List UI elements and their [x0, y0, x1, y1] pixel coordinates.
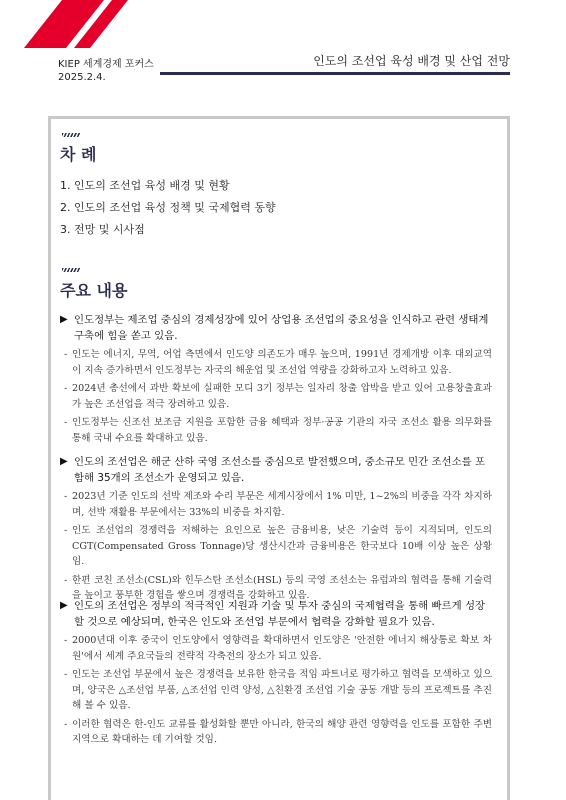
header-divider — [160, 72, 510, 75]
toc-item: 2. 인도의 조선업 육성 정책 및 국제협력 동향 — [60, 201, 276, 214]
publisher-label: KIEP 세계경제 포커스 — [58, 59, 154, 70]
report-header-info — [58, 58, 154, 84]
toc-section-mark — [62, 133, 80, 137]
toc-item: 3. 전망 및 시사점 — [60, 223, 145, 236]
summary-lead: ▶ 인도의 조선업은 해군 산하 국영 조선소를 중심으로 발전했으며, 중소규모 민간 조선소를 포함해 35개의 조선소가 운영되고 있음. — [60, 456, 486, 484]
summary-sub-item: - 이러한 협력은 한-인도 교류를 활성화할 뿐만 아니라, 한국의 해양 관련 영향력을 인도를 포함한 주변 지역으로 확대하는 데 기여할 것임. — [64, 718, 492, 745]
report-title: 인도의 조선업 육성 배경 및 산업 전망 — [313, 54, 510, 68]
summary-sub-item: - 2024년 총선에서 과반 확보에 실패한 모디 3기 정부는 일자리 창출 압박을 받고 있어 고용창출효과가 높은 조선업을 적극 장려하고 있음. — [64, 383, 492, 410]
summary-lead: ▶ 인도의 조선업은 정부의 적극적인 지원과 기술 및 투자 중심의 국제협력을 통해 빠르게 성장할 것으로 예상되며, 한국은 인도와 조선업 부문에서 협력을 강화할 필요가 있음. — [60, 600, 486, 628]
summary-sub-item: - 2023년 기준 인도의 선박 제조와 수리 부문은 세계시장에서 1% 미만, 1~2%의 비중을 각각 차지하며, 선박 재활용 부문에서는 33%의 비중을 차지함. — [64, 491, 492, 518]
toc-item: 1. 인도의 조선업 육성 배경 및 현황 — [60, 179, 230, 192]
summary-block — [60, 454, 492, 604]
summary-block — [60, 598, 492, 748]
summary-sub-item: - 인도는 조선업 부문에서 높은 경쟁력을 보유한 한국을 적임 파트너로 평가하고 협력을 모색하고 있으며, 양국은 △조선업 부품, △조선업 인력 양성, △친환경 조선업 기술 공동 개발 등의 프로젝트를 추진해 볼 수 있음. — [64, 669, 492, 711]
arrow-bullet-icon: ▶ — [60, 456, 68, 467]
summary-sub-item: - 한편 코친 조선소(CSL)와 힌두스탄 조선소(HSL) 등의 국영 조선소는 유럽과의 협력을 통해 기술력을 높이고 풍부한 경험을 쌓으며 경쟁력을 강화하고 있음. — [64, 574, 492, 601]
arrow-bullet-icon: ▶ — [60, 314, 68, 325]
summary-block — [60, 312, 492, 446]
summary-sub-item: - 인도는 에너지, 무역, 어업 측면에서 인도양 의존도가 매우 높으며, 1991년 경제개방 이후 대외교역이 지속 증가하면서 인도정부는 자국의 해운업 및 조선업 역량을 강화하고자 노력하고 있음. — [64, 349, 492, 376]
arrow-bullet-icon: ▶ — [60, 600, 68, 611]
summary-sub-item: - 인도 조선업의 경쟁력을 저해하는 요인으로 높은 금융비용, 낮은 기술력 등이 지적되며, 인도의 CGT(Compensated Gross Tonnage)당 생산시간과 금융비용은 한국보다 10배 이상 높은 상황임. — [64, 525, 492, 567]
summary-title: 주요 내용 — [60, 281, 128, 300]
summary-section-mark — [62, 268, 80, 272]
summary-lead: ▶ 인도정부는 제조업 중심의 경제성장에 있어 상업용 조선업의 중요성을 인식하고 관련 생태계 구축에 힘을 쏟고 있음. — [60, 314, 489, 342]
publish-date: 2025.2.4. — [58, 72, 106, 83]
summary-sub-item: - 인도정부는 신조선 보조금 지원을 포함한 금융 혜택과 정부·공공 기관의 자국 조선소 활용 의무화를 통해 국내 수요를 확대하고 있음. — [64, 417, 492, 444]
kiep-logo-stripes — [0, 0, 180, 58]
summary-sub-item: - 2000년대 이후 중국이 인도양에서 영향력을 확대하면서 인도양은 '안전한 에너지 해상통로 확보 차원'에서 세계 주요국들의 전략적 각축전의 장소가 되고 있음. — [64, 635, 492, 662]
toc-title: 차 례 — [60, 145, 97, 164]
